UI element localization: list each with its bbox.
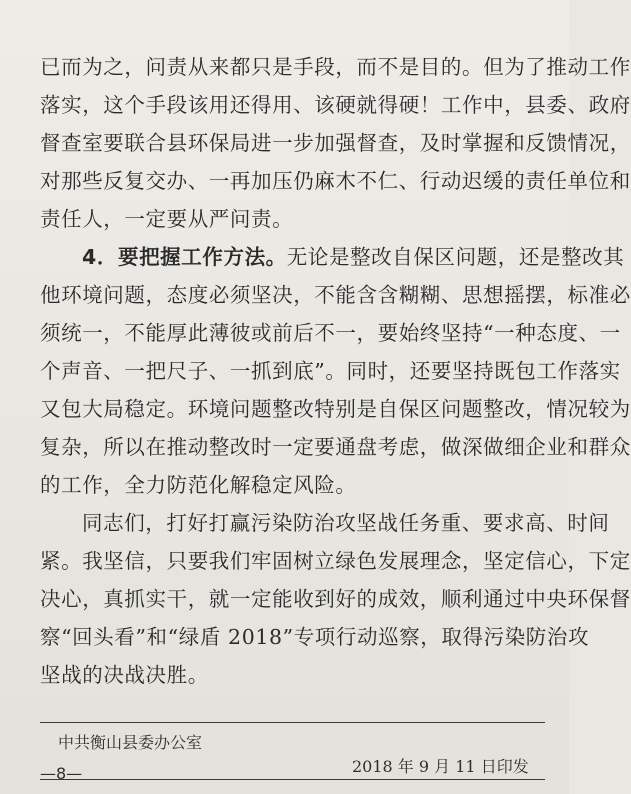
footer-top-rule: [40, 722, 545, 723]
text-fragment: 无论是整改自保区问题，还是整改其: [286, 245, 625, 269]
text-line: 督查室要联合县环保局进一步加强督查，及时掌握和反馈情况，: [40, 131, 631, 155]
section-heading: 4．要把握工作方法。: [82, 245, 287, 269]
text-line: 察“回头看”和“绿盾 2018”专项行动巡察，取得污染防治攻: [40, 625, 590, 649]
text-line: 复杂，所以在推动整改时一定要通盘考虑，做深做细企业和群众: [40, 435, 631, 459]
text-line: 的工作，全力防范化解稳定风险。: [40, 473, 357, 497]
text-line: 责任人，一定要从严问责。: [40, 207, 294, 231]
text-line: 已而为之，问责从来都只是手段，而不是目的。但为了推动工作: [40, 55, 631, 79]
text-line: 对那些反复交办、一再加压仍麻木不仁、行动迟缓的责任单位和: [40, 169, 631, 193]
text-line: 须统一，不能厚此薄彼或前后不一，要始终坚持“一种态度、一: [40, 321, 621, 345]
text-line: 又包大局稳定。环境问题整改特别是自保区问题整改，情况较为: [40, 397, 631, 421]
text-line: 坚战的决战决胜。: [40, 663, 209, 687]
footer-date: 2018 年 9 月 11 日印发: [352, 757, 529, 776]
text-line: 决心，真抓实干，就一定能收到好的成效，顺利通过中央环保督: [40, 587, 631, 611]
page-number: —8—: [40, 764, 83, 783]
footer-bottom-rule: [40, 779, 545, 780]
text-line: 个声音、一把尺子、一抓到底”。同时，还要坚持既包工作落实: [40, 359, 621, 383]
text-line: [40, 238, 625, 276]
body-text: [40, 48, 631, 694]
text-line: 同志们，打好打赢污染防治攻坚战任务重、要求高、时间: [82, 511, 610, 535]
text-line: 他环境问题，态度必须坚决，不能含含糊糊、思想摇摆，标准必: [40, 283, 631, 307]
footer-issuer: 中共衡山县委办公室: [58, 733, 203, 752]
text-line: 紧。我坚信，只要我们牢固树立绿色发展理念，坚定信心，下定: [40, 549, 631, 573]
text-line: 落实，这个手段该用还得用、该硬就得硬！工作中，县委、政府: [40, 93, 631, 117]
